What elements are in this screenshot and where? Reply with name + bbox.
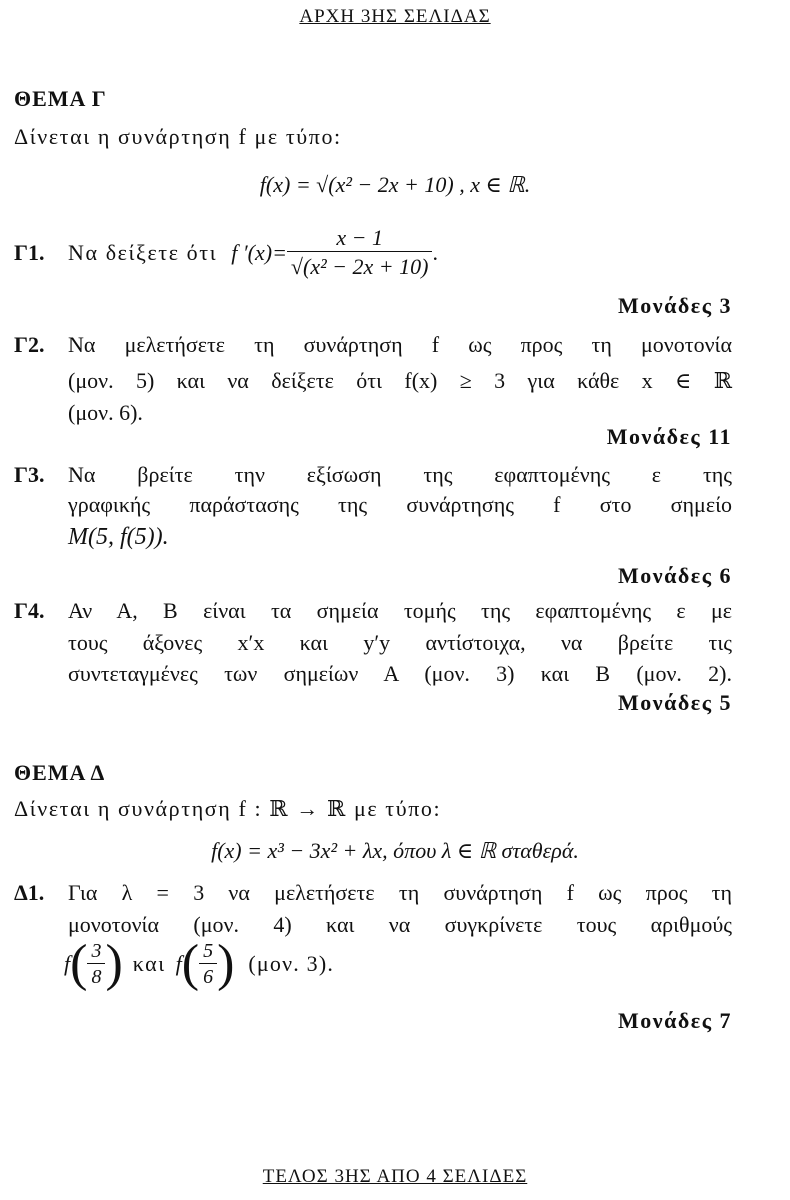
d1-fraction-5-6 xyxy=(199,940,217,989)
theme-d-intro: Δίνεται η συνάρτηση f : ℝ → ℝ με τύπο: xyxy=(14,796,442,821)
g3-line1: Να βρείτε την εξίσωση της εφαπτομένης ε της xyxy=(68,462,732,487)
d1-tail: (μον. 3). xyxy=(248,951,335,976)
theme-d-formula: f(x) = x³ − 3x² + λx, όπου λ ∈ ℝ σταθερά. xyxy=(211,838,579,863)
theme-d-title: ΘΕΜΑ Δ xyxy=(14,760,106,785)
g2-line2: (μον. 5) και να δείξετε ότι f(x) ≥ 3 για κάθε x ∈ ℝ xyxy=(68,368,732,393)
page-header: ΑΡΧΗ 3ΗΣ ΣΕΛΙΔΑΣ xyxy=(299,6,491,27)
g1-fraction xyxy=(287,225,433,280)
d1-marks: Μονάδες 7 xyxy=(618,1008,732,1033)
g4-line3: συντεταγμένες των σημείων Α (μον. 3) και Β (μον. 2). xyxy=(68,661,732,686)
g4-marks: Μονάδες 5 xyxy=(618,690,732,715)
d1-frac1-num: 3 xyxy=(91,939,102,962)
theme-g-intro: Δίνεται η συνάρτηση f με τύπο: xyxy=(14,124,342,149)
g1-label: Γ1. xyxy=(14,240,45,265)
d1-and: και xyxy=(132,951,166,976)
g3-line3: M(5, f(5)). xyxy=(68,524,169,550)
d1-compare-line: f ( $\frac{3}{8}$ ) και f ( $\frac{5}{6}$ ) (μον. 3). xyxy=(64,935,335,992)
g1-marks: Μονάδες 3 xyxy=(618,293,732,318)
d1-line1: Για λ = 3 να μελετήσετε τη συνάρτηση f ως προς τη xyxy=(68,880,732,905)
page-footer: ΤΕΛΟΣ 3ΗΣ ΑΠΟ 4 ΣΕΛΙΔΕΣ xyxy=(262,1166,528,1187)
g1-text: Να δείξετε ότι xyxy=(68,239,218,265)
g3-marks: Μονάδες 6 xyxy=(618,563,732,588)
g3-label: Γ3. xyxy=(14,462,45,487)
g2-line3: (μον. 6). xyxy=(68,400,143,425)
g1-statement xyxy=(68,225,438,280)
d1-f1: f xyxy=(64,951,71,976)
d1-frac2-den: 6 xyxy=(199,963,217,989)
d1-line2: μονοτονία (μον. 4) και να συγκρίνετε τους αριθμούς xyxy=(68,912,732,937)
theme-g-formula: f(x) = √(x² − 2x + 10) , x ∈ ℝ. xyxy=(259,172,531,197)
g2-marks: Μονάδες 11 xyxy=(606,424,732,449)
d1-fraction-3-8 xyxy=(87,940,105,989)
d1-frac2-num: 5 xyxy=(203,939,214,962)
g1-lhs: f ′(x)= xyxy=(231,239,287,265)
g4-line1: Αν Α, Β είναι τα σημεία τομής της εφαπτομένης ε με xyxy=(68,598,732,623)
g1-denominator: √(x² − 2x + 10) xyxy=(287,251,433,280)
d1-frac1-den: 8 xyxy=(87,963,105,989)
d1-f2: f xyxy=(175,951,182,976)
g2-label: Γ2. xyxy=(14,332,45,357)
g2-line1: Να μελετήσετε τη συνάρτηση f ως προς τη μονοτονία xyxy=(68,332,732,357)
theme-g-title: ΘΕΜΑ Γ xyxy=(14,86,107,111)
d1-label: Δ1. xyxy=(14,880,45,905)
g3-line2: γραφικής παράστασης της συνάρτησης f στο σημείο xyxy=(68,492,732,517)
g4-line2: τους άξονες x′x και y′y αντίστοιχα, να βρείτε τις xyxy=(68,630,732,655)
g1-numerator: x − 1 xyxy=(336,225,383,250)
g4-label: Γ4. xyxy=(14,598,45,623)
g1-end: . xyxy=(432,239,438,265)
